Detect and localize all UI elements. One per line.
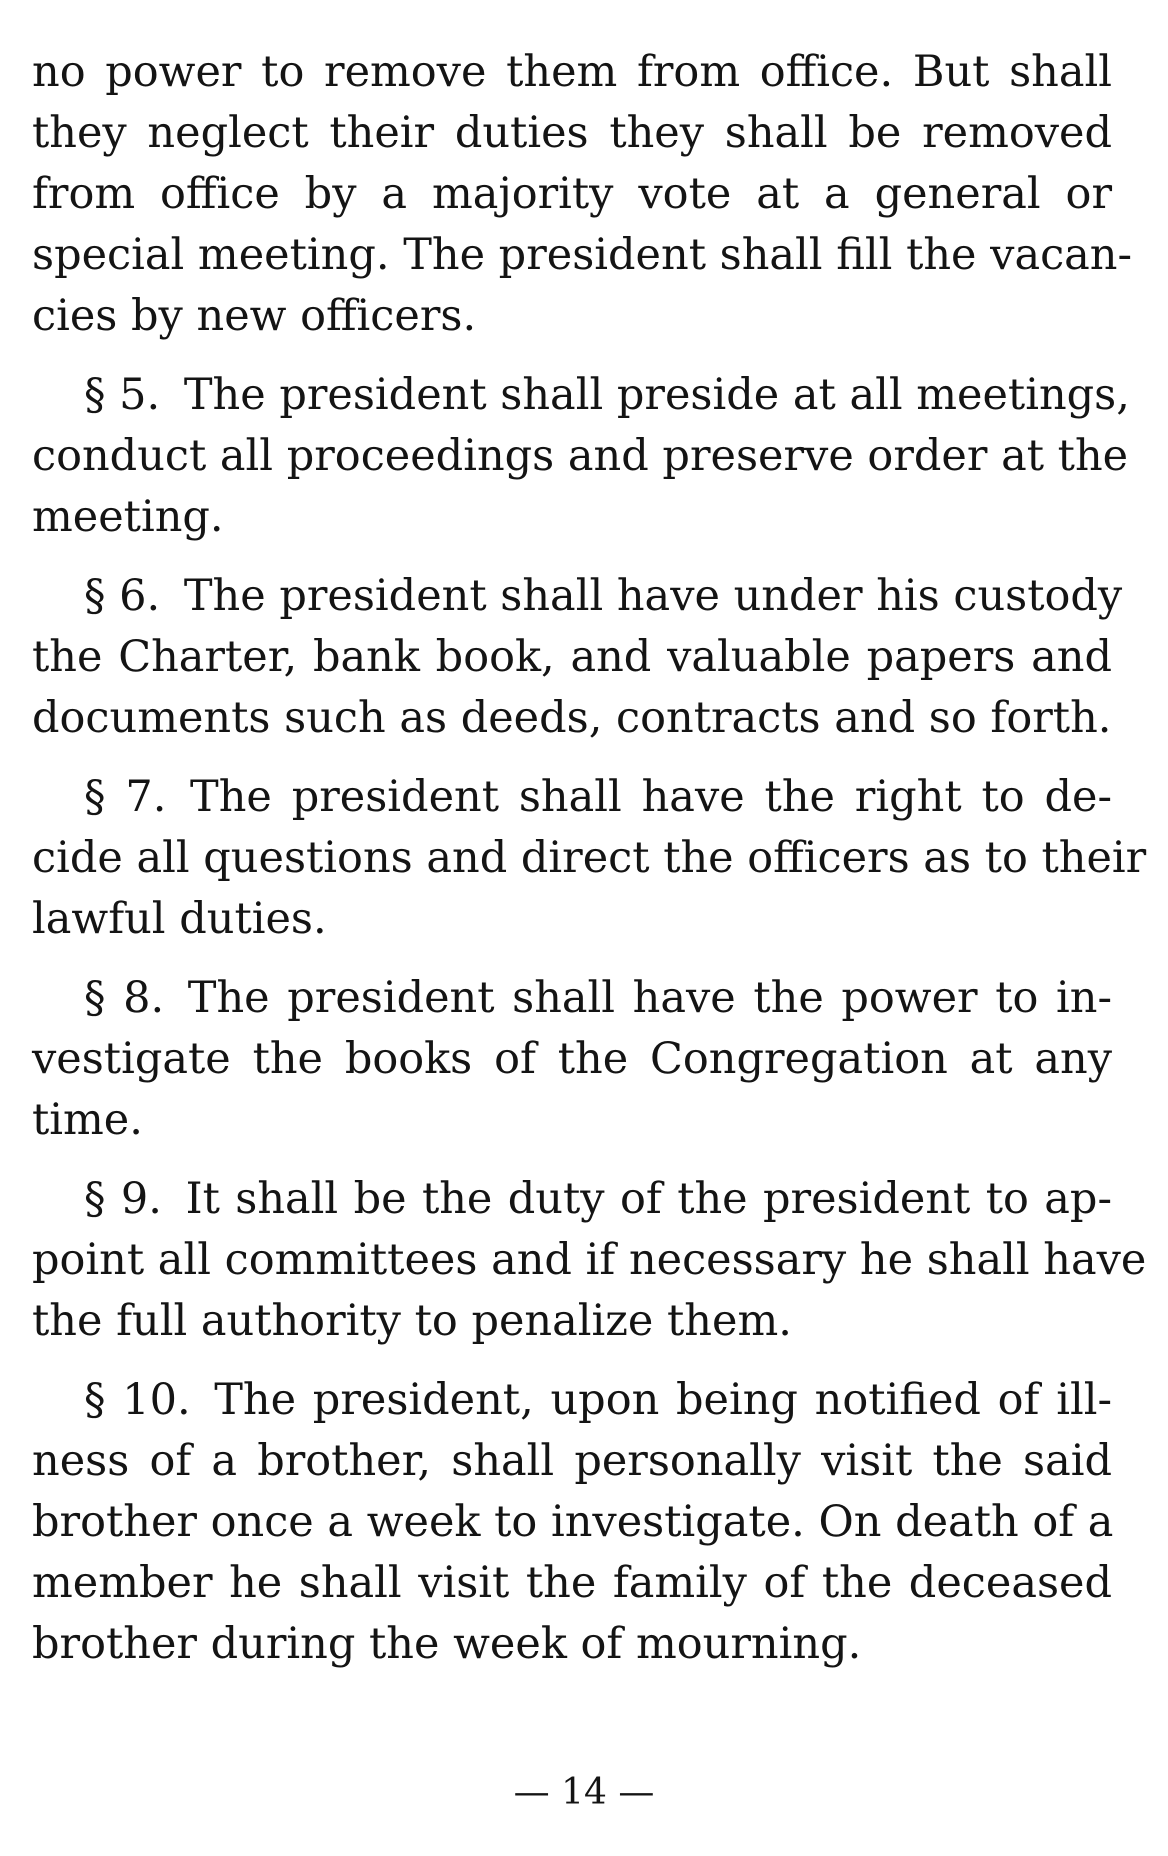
- line-text: the Charter, bank book, and valuable papers and: [32, 632, 1112, 682]
- text-line: [32, 889, 1112, 950]
- section-number: § 6.: [84, 571, 161, 621]
- text-line: [32, 103, 1112, 164]
- section-paragraph: [32, 365, 1130, 548]
- line-text: meeting.: [32, 492, 224, 542]
- text-line: [32, 767, 1112, 828]
- line-text: brother during the week of mourning.: [32, 1619, 862, 1669]
- section-number: § 8.: [84, 973, 165, 1023]
- page-body: [32, 42, 1147, 1693]
- line-text: It shall be the duty of the president to ap-: [185, 1174, 1112, 1224]
- line-text: The president shall have the right to de-: [190, 772, 1112, 822]
- text-line: [32, 688, 1112, 749]
- section-paragraph: [32, 767, 1147, 950]
- line-text: cide all questions and direct the officers as to their: [32, 833, 1147, 883]
- text-line: [32, 1090, 1112, 1151]
- text-line: [32, 1230, 1147, 1291]
- line-text: time.: [32, 1095, 143, 1145]
- page-number: — 14 —: [513, 1772, 655, 1813]
- text-line: [32, 627, 1112, 688]
- line-text: The president, upon being notified of ill-: [214, 1375, 1112, 1425]
- text-line: [32, 1291, 1112, 1352]
- line-text: conduct all proceedings and preserve order at the: [32, 431, 1129, 481]
- text-line: [32, 164, 1112, 225]
- text-line: [32, 1492, 1112, 1553]
- text-line: [32, 1029, 1112, 1090]
- text-line: [32, 225, 1133, 286]
- text-line: [32, 365, 1130, 426]
- text-line: [32, 1431, 1112, 1492]
- line-text: member he shall visit the family of the deceased: [32, 1558, 1112, 1608]
- section-paragraph: [32, 968, 1112, 1151]
- section-paragraph: [32, 566, 1123, 749]
- section-number: § 5.: [84, 370, 161, 420]
- line-text: from office by a majority vote at a general or: [32, 169, 1112, 219]
- text-line: [32, 42, 1112, 103]
- text-line: [32, 828, 1147, 889]
- text-line: [32, 1553, 1112, 1614]
- line-text: special meeting. The president shall fill the vacan-: [32, 230, 1133, 280]
- text-line: [32, 1370, 1112, 1431]
- text-line: [32, 968, 1112, 1029]
- line-text: The president shall preside at all meetings,: [183, 370, 1130, 420]
- section-number: § 9.: [84, 1174, 162, 1224]
- line-text: ness of a brother, shall personally visit the said: [32, 1436, 1112, 1486]
- line-text: brother once a week to investigate. On death of a: [32, 1497, 1114, 1547]
- line-text: point all committees and if necessary he shall have: [32, 1235, 1147, 1285]
- line-text: vestigate the books of the Congregation at any: [32, 1034, 1112, 1084]
- line-text: The president shall have under his custody: [183, 571, 1123, 621]
- text-line: [32, 1169, 1112, 1230]
- text-line: [32, 566, 1123, 627]
- section-paragraph: [32, 1169, 1147, 1352]
- line-text: they neglect their duties they shall be removed: [32, 108, 1112, 158]
- line-text: documents such as deeds, contracts and so forth.: [32, 693, 1112, 743]
- line-text: no power to remove them from office. But shall: [32, 47, 1112, 97]
- line-text: lawful duties.: [32, 894, 327, 944]
- section-paragraph: [32, 1370, 1112, 1675]
- section-number: § 10.: [84, 1375, 191, 1425]
- line-text: the full authority to penalize them.: [32, 1296, 792, 1346]
- continued-paragraph: [32, 42, 1133, 347]
- line-text: cies by new officers.: [32, 291, 477, 341]
- text-line: [32, 487, 1112, 548]
- line-text: The president shall have the power to in-: [187, 973, 1112, 1023]
- text-line: [32, 286, 1112, 347]
- section-number: § 7.: [84, 772, 167, 822]
- text-line: [32, 1614, 1112, 1675]
- text-line: [32, 426, 1129, 487]
